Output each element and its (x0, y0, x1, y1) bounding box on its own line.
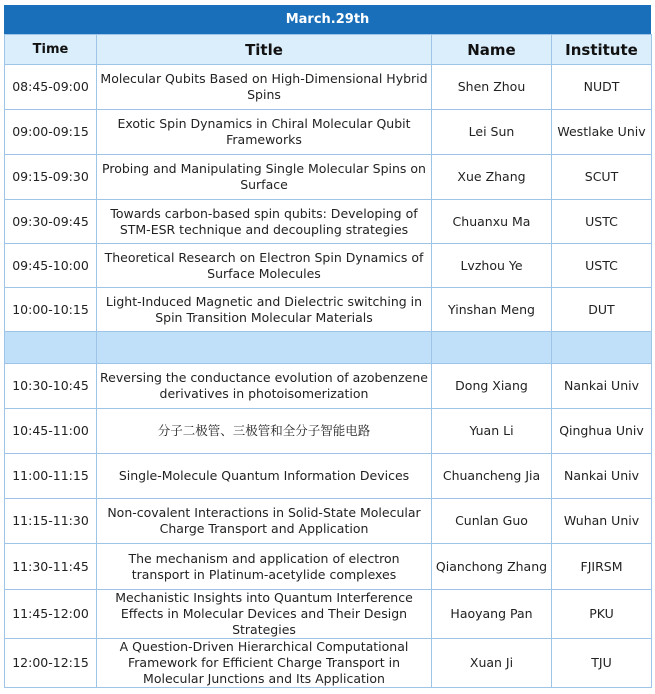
time-cell: 11:30-11:45 (5, 544, 97, 590)
name-cell: Yinshan Meng (432, 288, 552, 332)
name-cell: Lei Sun (432, 110, 552, 155)
table-row (5, 639, 652, 688)
schedule-table (4, 34, 652, 688)
name-cell: Xue Zhang (432, 155, 552, 200)
institute-cell: USTC (552, 200, 652, 244)
institute-cell: Wuhan Univ (552, 499, 652, 544)
table-row (5, 200, 652, 244)
title-cell: Theoretical Research on Electron Spin Dynamics of Surface Molecules (97, 244, 432, 288)
header-row (5, 35, 652, 65)
name-cell: Yuan Li (432, 409, 552, 454)
title-cell: Probing and Manipulating Single Molecular Spins on Surface (97, 155, 432, 200)
title-cell: 分子二极管、三极管和全分子智能电路 (97, 409, 432, 454)
title-cell: A Question-Driven Hierarchical Computational Framework for Efficient Charge Transport in Molecular Junctions and Its Application (97, 639, 432, 688)
break-row (5, 332, 652, 364)
time-cell: 08:45-09:00 (5, 65, 97, 110)
table-row (5, 409, 652, 454)
institute-cell: NUDT (552, 65, 652, 110)
name-cell: Cunlan Guo (432, 499, 552, 544)
institute-cell: Westlake Univ (552, 110, 652, 155)
schedule (4, 5, 651, 688)
institute-cell: TJU (552, 639, 652, 688)
time-cell: 09:30-09:45 (5, 200, 97, 244)
table-row (5, 499, 652, 544)
institute-cell: FJIRSM (552, 544, 652, 590)
header-institute: Institute (552, 35, 652, 65)
title-cell: Non-covalent Interactions in Solid-State Molecular Charge Transport and Application (97, 499, 432, 544)
title-cell: Exotic Spin Dynamics in Chiral Molecular Qubit Frameworks (97, 110, 432, 155)
time-cell: 10:00-10:15 (5, 288, 97, 332)
time-cell: 09:15-09:30 (5, 155, 97, 200)
name-cell: Xuan Ji (432, 639, 552, 688)
header-name: Name (432, 35, 552, 65)
institute-cell: DUT (552, 288, 652, 332)
title-cell: The mechanism and application of electron transport in Platinum-acetylide complexes (97, 544, 432, 590)
title-cell: Light-Induced Magnetic and Dielectric switching in Spin Transition Molecular Materials (97, 288, 432, 332)
time-cell: 12:00-12:15 (5, 639, 97, 688)
institute-cell: Qinghua Univ (552, 409, 652, 454)
table-row (5, 110, 652, 155)
table-row (5, 288, 652, 332)
date-banner: March.29th (4, 5, 651, 34)
time-cell: 09:45-10:00 (5, 244, 97, 288)
table-row (5, 155, 652, 200)
institute-cell: Nankai Univ (552, 454, 652, 499)
institute-cell: Nankai Univ (552, 364, 652, 409)
table-row (5, 364, 652, 409)
name-cell: Dong Xiang (432, 364, 552, 409)
time-cell: 09:00-09:15 (5, 110, 97, 155)
table-row (5, 244, 652, 288)
time-cell: 11:45-12:00 (5, 590, 97, 639)
institute-cell: SCUT (552, 155, 652, 200)
time-cell: 10:45-11:00 (5, 409, 97, 454)
table-row (5, 544, 652, 590)
title-cell: Towards carbon-based spin qubits: Developing of STM-ESR technique and decoupling strategies (97, 200, 432, 244)
title-cell: Molecular Qubits Based on High-Dimensional Hybrid Spins (97, 65, 432, 110)
header-title: Title (97, 35, 432, 65)
title-cell: Single-Molecule Quantum Information Devices (97, 454, 432, 499)
time-cell: 11:15-11:30 (5, 499, 97, 544)
name-cell: Haoyang Pan (432, 590, 552, 639)
time-cell: 10:30-10:45 (5, 364, 97, 409)
header-time: Time (5, 35, 97, 65)
title-cell: Mechanistic Insights into Quantum Interference Effects in Molecular Devices and Their Design Strategies (97, 590, 432, 639)
table-row (5, 590, 652, 639)
institute-cell: PKU (552, 590, 652, 639)
name-cell: Lvzhou Ye (432, 244, 552, 288)
name-cell: Chuancheng Jia (432, 454, 552, 499)
title-cell: Reversing the conductance evolution of azobenzene derivatives in photoisomerization (97, 364, 432, 409)
table-row (5, 454, 652, 499)
name-cell: Shen Zhou (432, 65, 552, 110)
time-cell: 11:00-11:15 (5, 454, 97, 499)
name-cell: Qianchong Zhang (432, 544, 552, 590)
name-cell: Chuanxu Ma (432, 200, 552, 244)
table-row (5, 65, 652, 110)
institute-cell: USTC (552, 244, 652, 288)
